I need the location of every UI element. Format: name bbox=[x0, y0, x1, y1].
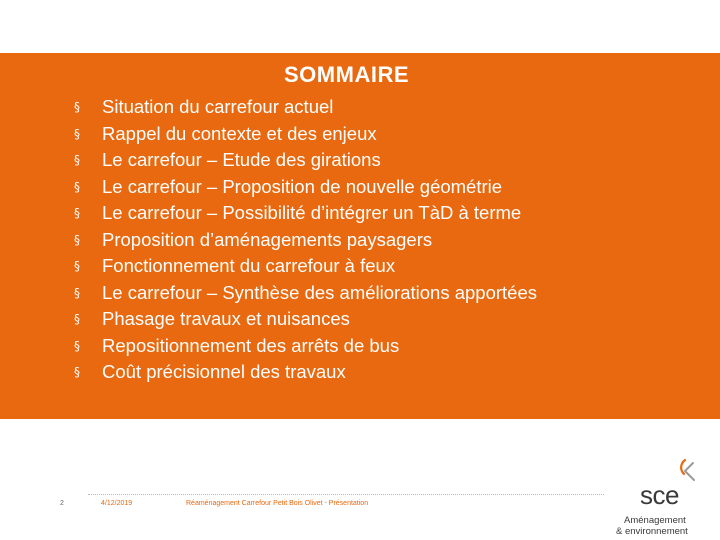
agenda-item bbox=[74, 333, 537, 360]
slide-title: SOMMAIRE bbox=[284, 62, 409, 87]
agenda-item-label: Fonctionnement du carrefour à feux bbox=[102, 255, 396, 277]
bullet-icon: § bbox=[74, 312, 80, 327]
page-number: 2 bbox=[60, 500, 64, 507]
agenda-item bbox=[74, 306, 537, 333]
agenda-item-label: Rappel du contexte et des enjeux bbox=[102, 122, 377, 144]
bullet-icon: § bbox=[74, 206, 80, 221]
bullet-icon: § bbox=[74, 126, 80, 141]
bullet-icon: § bbox=[74, 285, 80, 300]
agenda-item bbox=[74, 200, 537, 227]
bullet-icon: § bbox=[74, 365, 80, 380]
bullet-icon: § bbox=[74, 100, 80, 115]
agenda-item bbox=[74, 174, 537, 201]
agenda-item bbox=[74, 147, 537, 174]
agenda-item bbox=[74, 121, 537, 148]
agenda-item-label: Repositionnement des arrêts de bus bbox=[102, 334, 400, 356]
agenda-item bbox=[74, 94, 537, 121]
agenda-item-label: Le carrefour – Proposition de nouvelle géométrie bbox=[102, 175, 503, 197]
agenda-item-label: Phasage travaux et nuisances bbox=[102, 308, 350, 330]
sce-logo bbox=[616, 458, 716, 540]
logo-mark-icon bbox=[676, 458, 702, 484]
agenda-list bbox=[74, 94, 537, 386]
logo-subtitle-line1: Aménagement bbox=[624, 515, 686, 526]
agenda-item-label: Situation du carrefour actuel bbox=[102, 96, 334, 118]
agenda-item-label: Coût précisionnel des travaux bbox=[102, 361, 346, 383]
footer-divider bbox=[88, 494, 604, 495]
agenda-item-label: Proposition d’aménagements paysagers bbox=[102, 228, 433, 250]
bullet-icon: § bbox=[74, 338, 80, 353]
agenda-item-label: Le carrefour – Etude des girations bbox=[102, 149, 381, 171]
agenda-item bbox=[74, 227, 537, 254]
logo-wordmark: sce bbox=[640, 480, 679, 510]
footer-date: 4/12/2019 bbox=[101, 500, 133, 507]
agenda-item bbox=[74, 359, 537, 386]
logo-subtitle-line2: & environnement bbox=[616, 526, 688, 537]
bullet-icon: § bbox=[74, 232, 80, 247]
bullet-icon: § bbox=[74, 179, 80, 194]
footer-caption: Réaménagement Carrefour Petit Bois Olivet - Présentation bbox=[186, 500, 369, 507]
agenda-item-label: Le carrefour – Synthèse des améliorations apportées bbox=[102, 281, 538, 303]
bullet-icon: § bbox=[74, 259, 80, 274]
agenda-item-label: Le carrefour – Possibilité d’intégrer un TàD à terme bbox=[102, 202, 522, 224]
agenda-item bbox=[74, 280, 537, 307]
bullet-icon: § bbox=[74, 153, 80, 168]
agenda-item bbox=[74, 253, 537, 280]
